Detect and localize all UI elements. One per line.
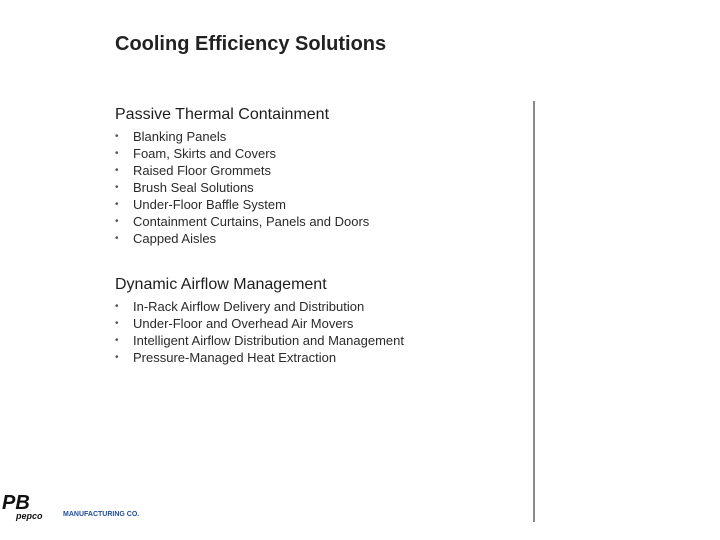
list-item [115,332,404,349]
section-passive-containment [115,106,369,247]
list-item-label: Under-Floor and Overhead Air Movers [133,316,354,331]
list-item-label: Capped Aisles [133,231,217,246]
list-item-label: Raised Floor Grommets [133,163,271,178]
list-item-label: Blanking Panels [133,129,227,144]
list-item [115,196,369,213]
list-item-label: Intelligent Airflow Distribution and Management [133,333,404,348]
list-item [115,213,369,230]
list-item-label: Containment Curtains, Panels and Doors [133,214,370,229]
slide-title: Cooling Efficiency Solutions [115,33,387,55]
bullet-icon: • [115,148,119,159]
bullet-icon: • [115,352,119,363]
list-item [115,298,404,315]
section-heading: Dynamic Airflow Management [115,276,327,293]
list-item [115,145,369,162]
list-item [115,349,404,366]
list-item-label: In-Rack Airflow Delivery and Distribution [133,299,365,314]
bullet-list [115,128,369,247]
logo-company-name: MANUFACTURING CO. [63,511,140,518]
bullet-icon: • [115,301,119,312]
bullet-icon: • [115,318,119,329]
bullet-icon: • [115,182,119,193]
bullet-icon: • [115,131,119,142]
bullet-icon: • [115,335,119,346]
list-item [115,128,369,145]
list-item [115,162,369,179]
bullet-icon: • [115,165,119,176]
section-dynamic-airflow [115,276,404,366]
section-heading: Passive Thermal Containment [115,106,330,123]
logo-mark: PB [2,492,30,514]
bullet-icon: • [115,216,119,227]
bullet-icon: • [115,233,119,244]
list-item-label: Under-Floor Baffle System [133,197,286,212]
list-item [115,315,404,332]
logo-brand: pepco [16,511,43,521]
list-item-label: Pressure-Managed Heat Extraction [133,350,337,365]
list-item-label: Brush Seal Solutions [133,180,254,195]
list-item [115,179,369,196]
bullet-icon: • [115,199,119,210]
bullet-list [115,298,404,366]
vertical-divider [533,101,535,522]
list-item-label: Foam, Skirts and Covers [133,146,277,161]
pepco-logo [2,492,152,522]
list-item [115,230,369,247]
